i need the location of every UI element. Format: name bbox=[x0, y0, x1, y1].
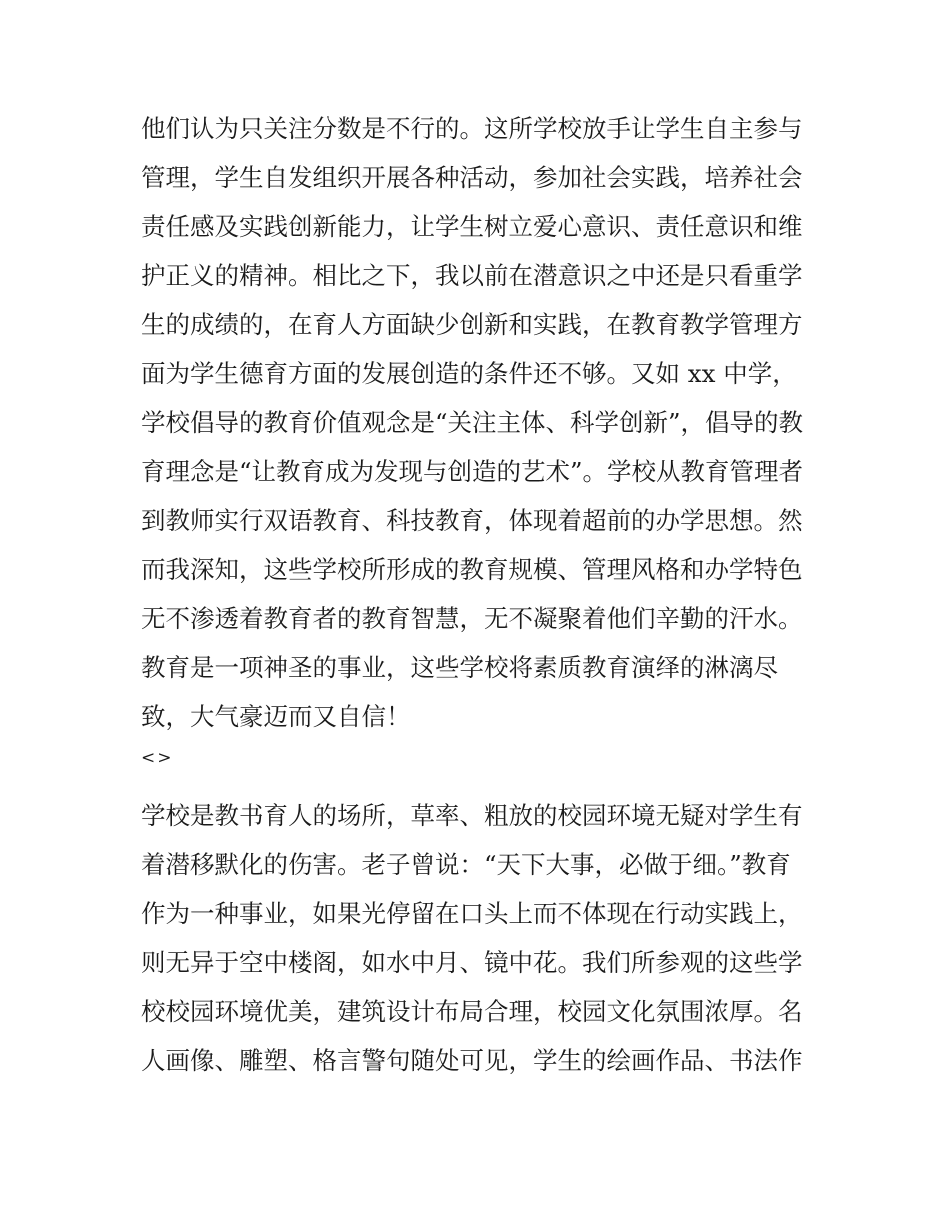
separator-mark: <> bbox=[141, 748, 174, 768]
paragraph-2-line: 作为一种事业，如果光停留在口头上而不体现在行动实践上， bbox=[141, 899, 803, 928]
paragraph-2-line: 学校是教书育人的场所，草率、粗放的校园环境无疑对学生有 bbox=[141, 801, 803, 830]
paragraph-1-line: 学校倡导的教育价值观念是“关注主体、科学创新”，倡导的教 bbox=[141, 408, 804, 437]
paragraph-2-line: 着潜移默化的伤害。老子曾说：“天下大事，必做于细。”教育 bbox=[141, 850, 791, 879]
paragraph-1-line: 面为学生德育方面的发展创造的条件还不够。又如 xx 中学， bbox=[141, 359, 797, 388]
paragraph-2-line: 则无异于空中楼阁，如水中月、镜中花。我们所参观的这些学 bbox=[141, 948, 803, 977]
paragraph-1-line: 生的成绩的，在育人方面缺少创新和实践，在教育教学管理方 bbox=[141, 310, 803, 339]
paragraph-1-line: 到教师实行双语教育、科技教育，体现着超前的办学思想。然 bbox=[141, 506, 803, 535]
paragraph-2-line: 人画像、雕塑、格言警句随处可见，学生的绘画作品、书法作 bbox=[141, 1046, 803, 1075]
paragraph-1-line: 管理，学生自发组织开展各种活动，参加社会实践，培养社会 bbox=[141, 163, 803, 192]
paragraph-1-line: 无不渗透着教育者的教育智慧，无不凝聚着他们辛勤的汗水。 bbox=[141, 604, 803, 633]
paragraph-1-line: 教育是一项神圣的事业，这些学校将素质教育演绎的淋漓尽 bbox=[141, 653, 778, 682]
paragraph-1-line: 育理念是“让教育成为发现与创造的艺术”。学校从教育管理者 bbox=[141, 457, 804, 486]
paragraph-1-line: 护正义的精神。相比之下，我以前在潜意识之中还是只看重学 bbox=[141, 261, 803, 290]
paragraph-1-line: 他们认为只关注分数是不行的。这所学校放手让学生自主参与 bbox=[141, 114, 803, 143]
paragraph-1-line: 责任感及实践创新能力，让学生树立爱心意识、责任意识和维 bbox=[141, 212, 803, 241]
paragraph-1-line: 而我深知，这些学校所形成的教育规模、管理风格和办学特色 bbox=[141, 555, 803, 584]
paragraph-2-line: 校校园环境优美，建筑设计布局合理，校园文化氛围浓厚。名 bbox=[141, 997, 803, 1026]
paragraph-1-line: 致，大气豪迈而又自信！ bbox=[141, 702, 411, 731]
